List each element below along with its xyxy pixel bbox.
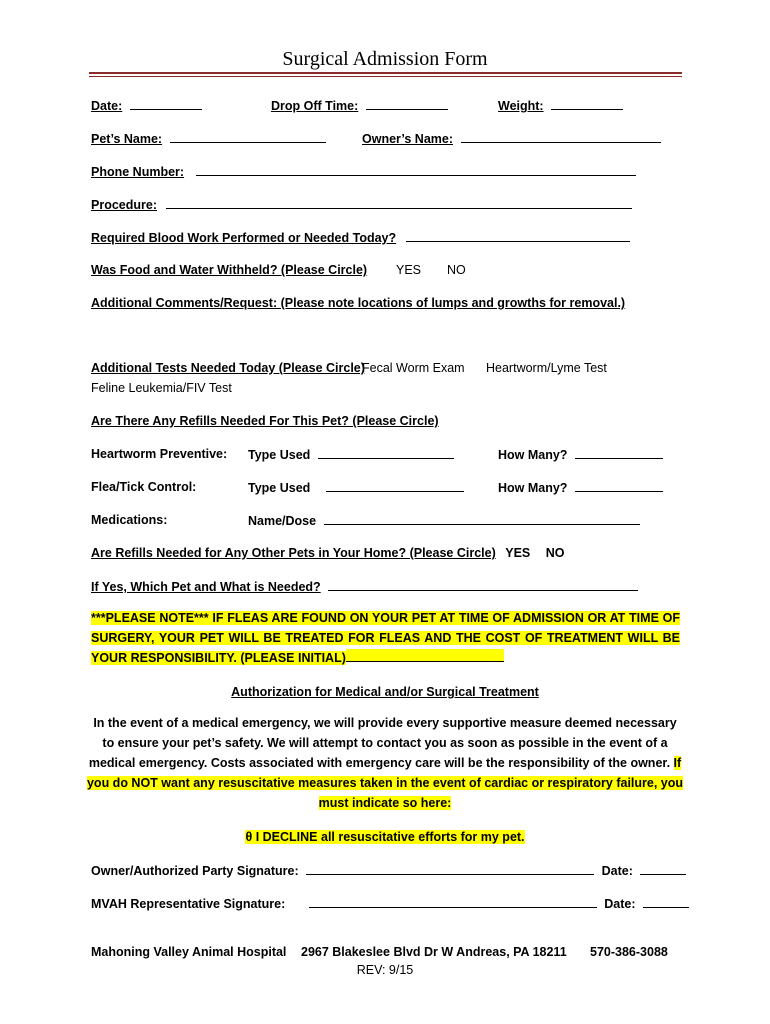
flea-type-field[interactable] — [326, 479, 464, 492]
footer-phone: 570-386-3088 — [590, 945, 668, 959]
owner-name-label: Owner’s Name: — [362, 132, 454, 146]
drop-off-field[interactable] — [366, 97, 448, 110]
heartworm-label: Heartworm Preventive: — [91, 447, 228, 461]
date-field[interactable] — [130, 97, 202, 110]
flea-initial-field[interactable] — [346, 649, 504, 662]
drop-off-label: Drop Off Time: — [271, 99, 359, 113]
blood-work-item — [91, 229, 630, 246]
heartworm-type-label: Type Used — [248, 448, 311, 462]
owner-date-label: Date: — [601, 864, 633, 878]
name-dose-label: Name/Dose — [248, 514, 317, 528]
footer-revision: REV: 9/15 — [356, 963, 414, 977]
heartworm-type-field[interactable] — [318, 446, 454, 459]
date-row-item — [91, 97, 202, 114]
which-pet-field[interactable] — [328, 578, 638, 591]
heartworm-type-item — [248, 446, 454, 463]
test-option-heartworm[interactable]: Heartworm/Lyme Test — [486, 361, 607, 375]
food-water-label: Was Food and Water Withheld? (Please Circle) — [91, 263, 368, 277]
owner-date-field[interactable] — [640, 862, 686, 875]
phone-item — [91, 163, 636, 180]
mvah-signature-field[interactable] — [309, 895, 597, 908]
name-dose-field[interactable] — [324, 512, 640, 525]
which-pet-item — [91, 578, 638, 595]
tests-item — [91, 360, 365, 376]
heartworm-count-label: How Many? — [498, 448, 568, 462]
comments-label: Additional Comments/Request: (Please note locations of lumps and growths for removal.) — [91, 296, 626, 310]
test-option-fecal[interactable]: Fecal Worm Exam — [362, 361, 465, 375]
flea-type-item — [248, 479, 464, 496]
decline-checkbox-icon[interactable]: θ — [245, 830, 253, 844]
pet-name-item — [91, 130, 326, 147]
pet-name-label: Pet’s Name: — [91, 132, 163, 146]
food-water-no[interactable]: NO — [447, 263, 466, 277]
owner-name-field[interactable] — [461, 130, 661, 143]
footer-address: 2967 Blakeslee Blvd Dr W Andreas, PA 18211 — [301, 945, 567, 959]
which-pet-label: If Yes, Which Pet and What is Needed? — [91, 580, 321, 594]
tests-label: Additional Tests Needed Today (Please Circle) — [91, 361, 365, 375]
flea-note — [91, 608, 680, 668]
owner-name-item — [362, 130, 661, 147]
drop-off-item — [271, 97, 448, 114]
procedure-field[interactable] — [166, 196, 632, 209]
phone-field[interactable] — [196, 163, 636, 176]
refills-question-label: Are There Any Refills Needed For This Pet? (Please Circle) — [91, 414, 439, 428]
mvah-signature-label: MVAH Representative Signature: — [91, 897, 286, 911]
authorization-text: In the event of a medical emergency, we will provide every supportive measure deemed necessary to ensure your pet’s safety. We will attempt to contact you as soon as possible in the event of a medical emergency. Costs associated with emergency care will be the responsibility of the owner. — [88, 716, 677, 770]
owner-signature-item — [91, 862, 686, 879]
weight-field[interactable] — [551, 97, 623, 110]
weight-label: Weight: — [498, 99, 544, 113]
weight-item — [498, 97, 623, 114]
form-title: Surgical Admission Form — [282, 48, 488, 70]
other-pets-label: Are Refills Needed for Any Other Pets in Your Home? (Please Circle) — [91, 546, 496, 560]
decline-item — [0, 829, 770, 845]
flea-note-text: ***PLEASE NOTE*** IF FLEAS ARE FOUND ON YOUR PET AT TIME OF ADMISSION OR AT TIME OF SURGERY, YOUR PET WILL BE TREATED FOR FLEAS AND THE COST OF TREATMENT WILL BE YOUR RESPONSIBILITY. (PLEASE INITIAL) — [91, 611, 680, 665]
owner-signature-label: Owner/Authorized Party Signature: — [91, 864, 299, 878]
title-rule-thin — [89, 76, 682, 77]
phone-label: Phone Number: — [91, 165, 185, 179]
procedure-item — [91, 196, 632, 213]
authorization-paragraph — [86, 713, 684, 813]
flea-count-field[interactable] — [575, 479, 663, 492]
other-pets-yes[interactable]: YES — [505, 546, 531, 560]
flea-count-label: How Many? — [498, 481, 568, 495]
heartworm-count-field[interactable] — [575, 446, 663, 459]
blood-work-label: Required Blood Work Performed or Needed Today? — [91, 231, 397, 245]
authorization-heading — [0, 684, 770, 700]
test-option-feline[interactable]: Feline Leukemia/FIV Test — [91, 381, 232, 395]
decline-text: I DECLINE all resuscitative efforts for my pet. — [255, 830, 525, 844]
flea-label: Flea/Tick Control: — [91, 480, 197, 494]
authorization-highlight: If you do NOT want any resuscitative measures taken in the event of cardiac or respiratory failure, you must indicate so here: — [86, 756, 684, 810]
mvah-signature-item — [91, 895, 689, 912]
footer-hospital-name: Mahoning Valley Animal Hospital — [91, 945, 287, 959]
heartworm-count-item — [498, 446, 663, 463]
flea-type-label: Type Used — [248, 481, 311, 495]
food-water-yes[interactable]: YES — [396, 263, 422, 277]
comments-item — [91, 295, 625, 311]
date-label: Date: — [91, 99, 123, 113]
medications-item — [248, 512, 640, 529]
owner-signature-field[interactable] — [306, 862, 594, 875]
title-rule — [89, 72, 682, 74]
other-pets-item — [91, 545, 564, 561]
refills-question — [91, 413, 439, 429]
medications-label: Medications: — [91, 513, 168, 527]
mvah-date-label: Date: — [604, 897, 636, 911]
blood-work-field[interactable] — [406, 229, 630, 242]
mvah-date-field[interactable] — [643, 895, 689, 908]
authorization-heading-text: Authorization for Medical and/or Surgical Treatment — [231, 685, 539, 699]
procedure-label: Procedure: — [91, 198, 157, 212]
other-pets-no[interactable]: NO — [545, 546, 565, 560]
food-water-item — [91, 262, 367, 278]
decline-option[interactable] — [245, 830, 524, 844]
pet-name-field[interactable] — [170, 130, 326, 143]
flea-count-item — [498, 479, 663, 496]
